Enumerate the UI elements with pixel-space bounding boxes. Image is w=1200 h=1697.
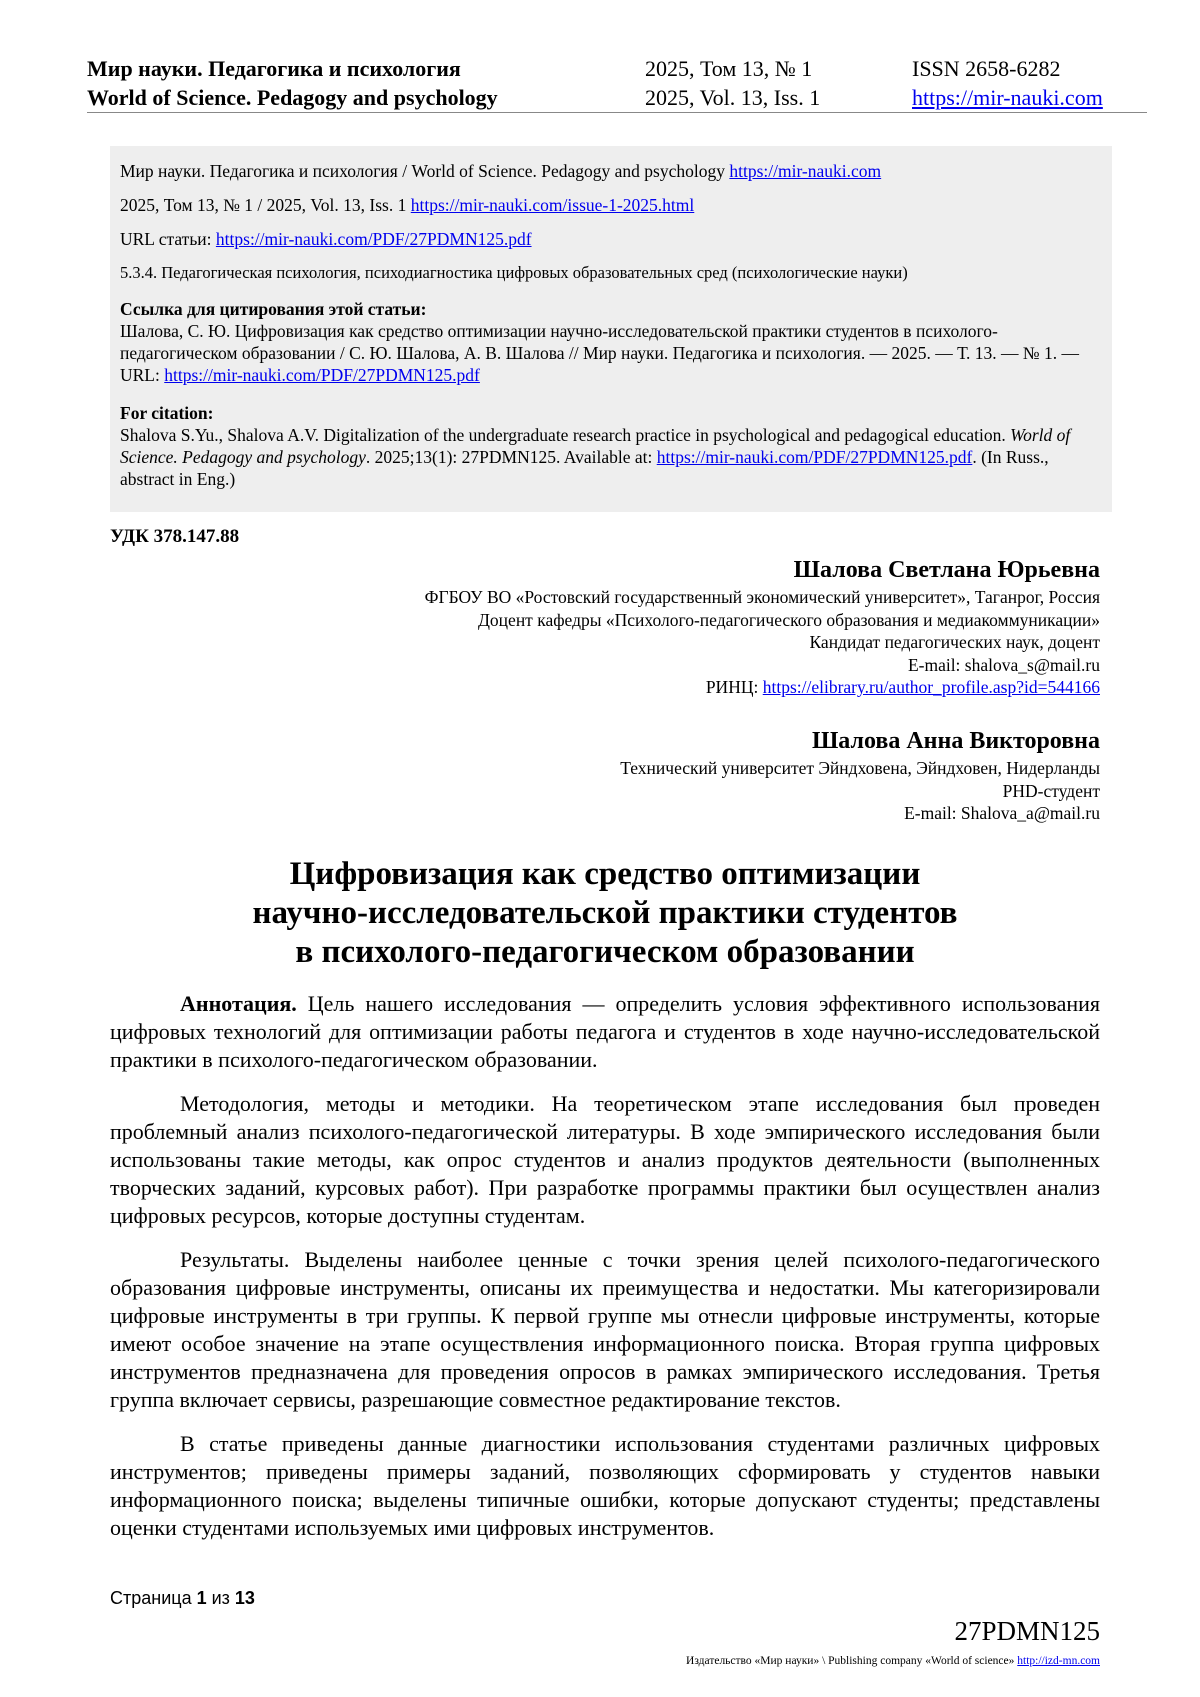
- author-block-1: [425, 554, 1100, 699]
- abstract-paragraph-2: Методология, методы и методики. На теоретическом этапе исследования был проведен проблемный анализ психолого-педагогической литературы. В ходе эмпирического исследования были использованы такие методы, как опрос студентов и анализ продуктов деятельности (выполненных творческих заданий, курсовых работ). При разработке программы практики был осуществлен анализ цифровых ресурсов, которые доступны студентам.: [110, 1091, 1100, 1228]
- citation-ru: [120, 298, 1080, 386]
- page-current: 1: [196, 1588, 207, 1608]
- journal-title-ru: Мир науки. Педагогика и психология: [87, 56, 461, 81]
- citation-en-text: Shalova S.Yu., Shalova A.V. Digitalization of the undergraduate research practice in psychological and pedagogical education.: [120, 425, 1011, 445]
- page-total: 13: [234, 1588, 255, 1608]
- header-journal-title: [87, 54, 498, 112]
- author-position: Доцент кафедры «Психолого-педагогического образования и медиакоммуникации»: [478, 609, 1100, 630]
- author-email: E-mail: shalova_s@mail.ru: [907, 654, 1100, 675]
- info-issue-text: 2025, Том 13, № 1 / 2025, Vol. 13, Iss. 1: [120, 195, 411, 215]
- issue-en: 2025, Vol. 13, Iss. 1: [645, 85, 821, 110]
- page-number: [110, 1588, 255, 1609]
- info-journal-link[interactable]: https://mir-nauki.com: [729, 161, 882, 181]
- abstract-label: Аннотация.: [180, 991, 297, 1016]
- abstract: [110, 990, 1100, 1558]
- publisher-line: [686, 1655, 1100, 1667]
- citation-en: [120, 402, 1080, 490]
- author-email: E-mail: Shalova_a@mail.ru: [904, 803, 1100, 823]
- info-article-link[interactable]: https://mir-nauki.com/PDF/27PDMN125.pdf: [215, 229, 532, 249]
- abstract-text-1: Цель нашего исследования — определить условия эффективного использования цифровых технологий для оптимизации работы педагога и студентов в ходе научно-исследовательской практики в психолого-педагогическом образовании.: [110, 991, 1100, 1072]
- abstract-paragraph-3: Результаты. Выделены наиболее ценные с точки зрения целей психолого-педагогического образования цифровые инструменты, описаны их преимущества и недостатки. Мы категоризировали цифровые инструменты в три группы. К первой группе мы отнесли цифровые инструменты, которые имеют особое значение на этапе осуществления информационного поиска. Вторая группа цифровых инструментов предназначена для проведения опросов в рамках эмпирического исследования. Третья группа включает сервисы, разрешающие совместное редактирование текстов.: [110, 1247, 1100, 1412]
- info-journal-line: [120, 160, 881, 182]
- udk-code: УДК 378.147.88: [110, 526, 240, 547]
- info-journal-text: Мир науки. Педагогика и психология / World of Science. Pedagogy and psychology: [120, 161, 730, 181]
- author-affiliation: Технический университет Эйндховена, Эйндховен, Нидерланды: [620, 758, 1100, 778]
- info-url-line: [120, 228, 532, 250]
- citation-en-text-2: . 2025;13(1): 27PDMN125. Available at:: [365, 447, 657, 467]
- article-code: 27PDMN125: [954, 1616, 1100, 1646]
- author-name: Шалова Светлана Юрьевна: [793, 557, 1100, 583]
- abstract-paragraph-1: [110, 990, 1100, 1074]
- publisher-link[interactable]: http://izd-mn.com: [1017, 1655, 1100, 1667]
- article-title: [110, 855, 1100, 972]
- author-name: Шалова Анна Викторовна: [811, 728, 1100, 754]
- rinc-profile-link[interactable]: https://elibrary.ru/author_profile.asp?id=544166: [762, 677, 1100, 697]
- issue-ru: 2025, Том 13, № 1: [645, 56, 813, 81]
- info-url-label: URL статьи:: [120, 229, 216, 249]
- citation-ru-text: Шалова, С. Ю. Цифровизация как средство оптимизации научно-исследовательской практики студентов в психолого-педагогическом образовании / С. Ю. Шалова, А. В. Шалова // Мир науки. Педагогика и психология. — 2025. — Т. 13. — № 1. — URL:: [120, 321, 1079, 385]
- citation-en-journal: World of Science. Pedagogy and psychology: [120, 425, 1071, 467]
- info-specialty: 5.3.4. Педагогическая психология, психодиагностика цифровых образовательных сред (психологические науки): [120, 263, 908, 282]
- citation-en-heading: For citation:: [120, 403, 214, 423]
- header-issue: [645, 54, 820, 112]
- citation-en-text-3: . (In Russ., abstract in Eng.): [120, 447, 1049, 489]
- author-degree: Кандидат педагогических наук, доцент: [809, 632, 1100, 652]
- title-line-1: Цифровизация как средство оптимизации: [289, 856, 921, 892]
- author-block-2: [620, 725, 1100, 825]
- info-issue-line: [120, 194, 694, 216]
- header-divider: [87, 112, 1147, 113]
- abstract-paragraph-4: В статье приведены данные диагностики использования студентами различных цифровых инструментов; приведены примеры заданий, позволяющих сформировать у студентов навыки информационного поиска; выделены типичные ошибки, которые допускают студенты; представлены оценки студентами используемых ими цифровых инструментов.: [110, 1431, 1100, 1540]
- publisher-text: Издательство «Мир науки» \ Publishing company «World of science»: [686, 1655, 1018, 1667]
- issn: ISSN 2658-6282: [912, 56, 1061, 81]
- rinc-label: РИНЦ:: [705, 677, 763, 697]
- citation-ru-link[interactable]: https://mir-nauki.com/PDF/27PDMN125.pdf: [164, 365, 480, 385]
- citation-en-link[interactable]: https://mir-nauki.com/PDF/27PDMN125.pdf: [656, 447, 973, 467]
- header-issn-block: [912, 54, 1103, 112]
- title-line-2: научно-исследовательской практики студентов: [252, 895, 958, 931]
- journal-site-link[interactable]: https://mir-nauki.com: [912, 85, 1103, 110]
- author-rinc: [425, 676, 1100, 699]
- page-word: Страница: [110, 1588, 197, 1608]
- author-position: PHD-студент: [1002, 780, 1100, 801]
- info-issue-link[interactable]: https://mir-nauki.com/issue-1-2025.html: [410, 195, 695, 215]
- citation-info-box: [110, 146, 1112, 512]
- title-line-3: в психолого-педагогическом образовании: [295, 934, 915, 970]
- citation-ru-heading: Ссылка для цитирования этой статьи:: [120, 299, 427, 319]
- author-affiliation: ФГБОУ ВО «Ростовский государственный экономический университет», Таганрог, Россия: [424, 587, 1100, 607]
- journal-title-en: World of Science. Pedagogy and psychology: [87, 85, 498, 110]
- page-of: из: [206, 1588, 235, 1608]
